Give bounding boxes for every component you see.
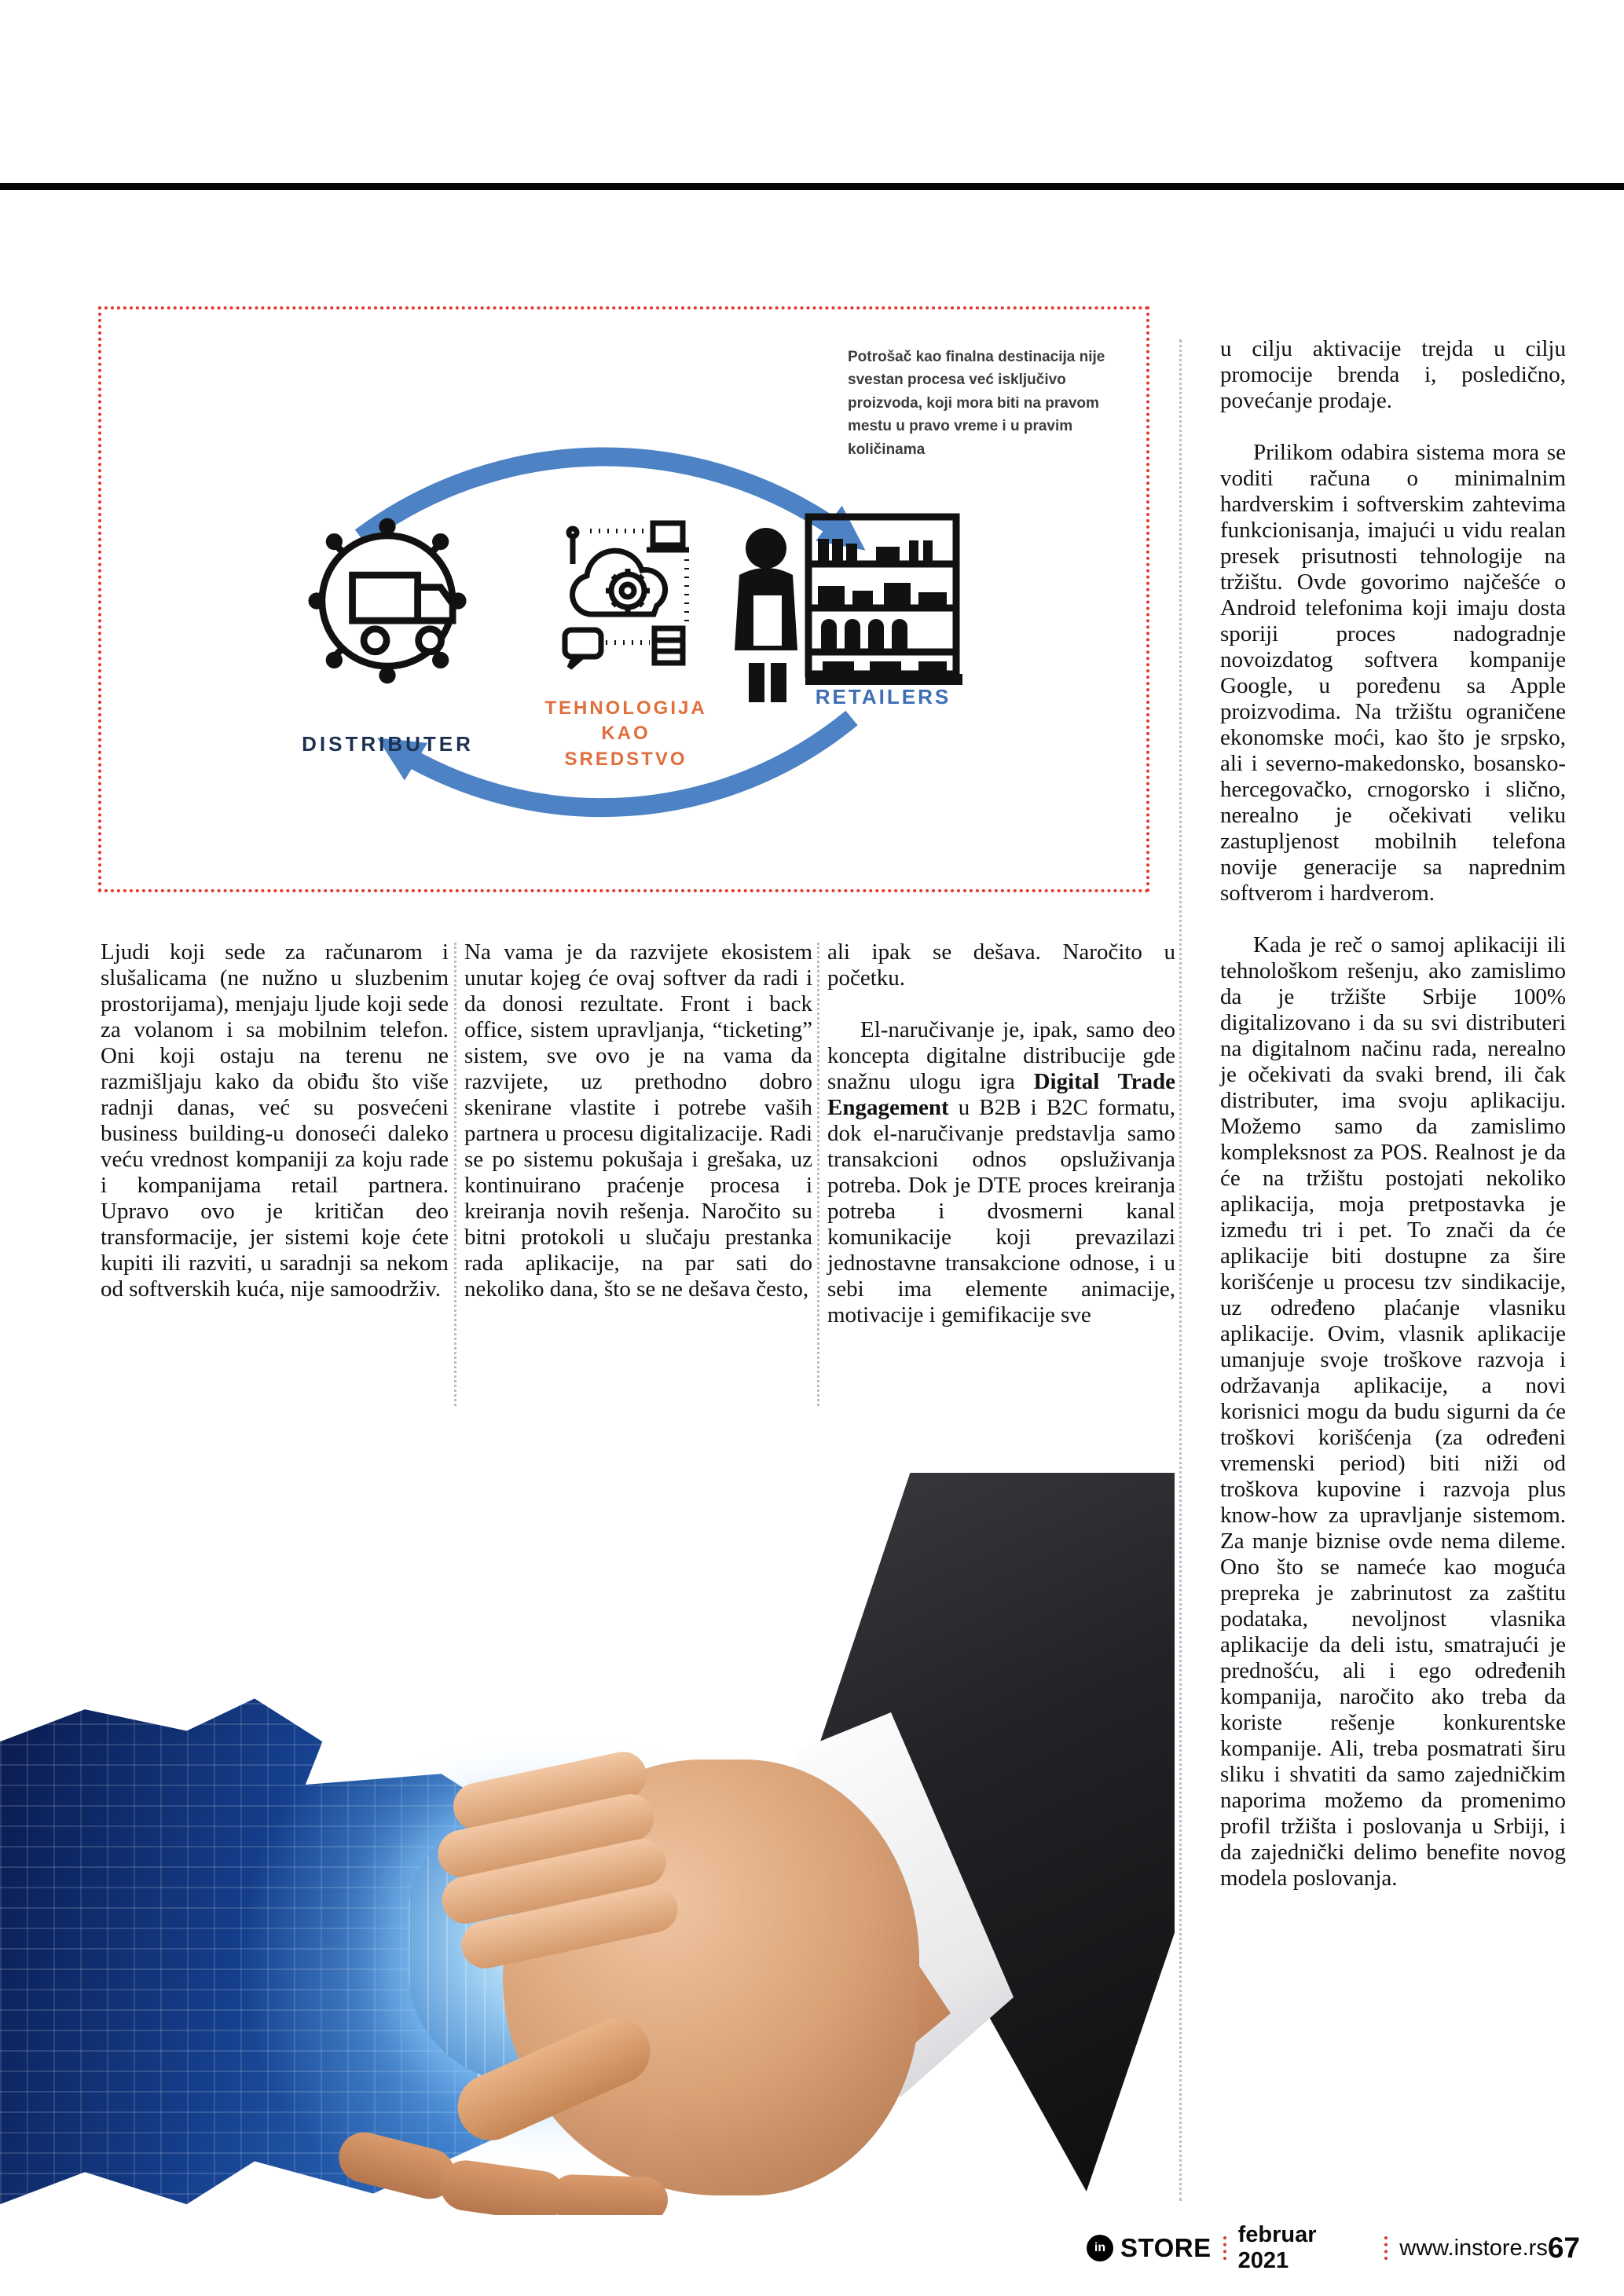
footer-divider <box>1384 2236 1388 2260</box>
article-column-3 <box>827 939 1175 1328</box>
paragraph: Prilikom odabira sistema mora se voditi računa o minimalnim hardverskim i softverskim zahtevima funkcionisanja, imajući u vidu realan presek prisutnosti tehnologije na tržištu. Ovde govorimo najčešće o Android telefonima koji imaju dosta sporiji proces nadogradnje novoizdatog softvera kompanije Google, u poređenu sa Apple proizvodima. Na tržištu ograničene ekonomske moći, kao što je srpsko, ali i severno-makedonsko, bosansko-hercegovačko, crnogorsko i slično, nerealno je očekivati veliku zastupljenost mobilnih telefona novije generacije sa naprednim softverom i hardverom. <box>1220 440 1566 906</box>
column-divider <box>454 943 456 1406</box>
technology-label <box>530 696 722 772</box>
instore-logo-icon: in <box>1087 2235 1113 2261</box>
retailers-label: RETAILERS <box>815 685 951 709</box>
paragraph: Kada je reč o samoj aplikaciji ili tehnološkom rešenju, ako zamislimo da je tržište Srbije 100% digitalizovano i da su svi distributeri na digitalnom načinu rada, nerealno je očekivati da svaki brend, ili čak distributer, ima svoju aplikaciju. Možemo samo da zamislimo kompleksnost za POS. Realnost je da će na tržištu postojati nekoliko aplikacija, moja pretpostavka je između tri i pet. To znači da će aplikacije biti dostupne za šire korišćenje u procesu tzv sindikacije, uz određeno plaćanje vlasniku aplikacije. Ovim, vlasnik aplikacije umanjuje svoje troškove razvoja i održavanja aplikacije, a novi korisnici mogu da budu sigurni da će troškovi korišćenja (za određeni vremenski period) biti niži od troškova kupovine i razvoja plus know-how za upravljanje sistemom. Za manje biznise ovde nema dileme. Ono što se nameće kao moguća prepreka je zabrinutost za zaštitu podataka, nevoljnost vlasnika aplikacije da deli istu, smatrajući je prednošću, ali i ego određenih kompanija, naročito ako treba da koriste rešenje konkurentske kompanije. Ali, treba posmatrati širu sliku i shvatiti da samo zajedničkim naporima možemo da promenimo profil tržišta i poslovanja u Srbiji, i da zajednički delimo benefite novog modela poslovanja. <box>1220 932 1566 1891</box>
paragraph: ali ipak se dešava. Naročito u početku. <box>827 939 1175 991</box>
page-number: 67 <box>1547 2232 1580 2264</box>
article-column-1 <box>101 939 449 1302</box>
top-rule-divider <box>0 183 1624 190</box>
paragraph-text: El-naručivanje je, ipak, samo deo koncepta digitalne distribucije gde snažnu ulogu igra <box>827 1017 1175 1094</box>
instore-logo-text: STORE <box>1120 2233 1212 2262</box>
column-divider <box>817 943 819 1406</box>
paragraph <box>827 1017 1175 1328</box>
highlighted-term: Digital Trade Engagement <box>827 1069 1176 1120</box>
column-divider <box>1179 339 1182 2201</box>
paragraph-text: u B2B i B2C formatu, dok el-naručivanje predstavlja samo transakcioni odnos opsluživanja potreba. Dok je DTE proces kreiranja potreba i dvosmerni kanal komunikacije koji prevazilazi jednostavne transakcione odnose, i u sebi ima elemente animacije, motivacije i gemifikacije sve <box>827 1095 1175 1327</box>
human-finger <box>549 2173 669 2215</box>
distribution-network-truck-icon <box>296 501 478 701</box>
article-column-2 <box>464 939 812 1302</box>
paragraph: Na vama je da razvijete ekosistem unutar kojeg će ovaj softver da radi i da donosi rezultate. Front i back office, sistem upravljanja, “ticketing” sistem, sve ovo je na vama da razvijete, uz prethodno dobro skenirane vlastite i potrebe vaših partnera u procesu digitalizacije. Radi se po sistemu pokušaja i grešaka, uz kontinuirano praćenje procesa i kreiranja novih rešenja. Naročito su bitni protokoli u slučaju prestanka rada aplikacije, na par sati do nekoliko dana, što se ne dešava često, <box>464 939 812 1302</box>
page-footer <box>1087 2222 1580 2273</box>
paragraph: Ljudi koji sede za računarom i slušalicama (ne nužno u sluzbenim prostorijama), menjaju ljude koji sede za volanom i sa mobilnim telefon. Oni koji ostaju na terenu ne razmišljaju kako da obiđu što više radnji danas, već su posvećeni business building-u donoseći daleko veću vrednost kompaniji za koju rade i kompanijama retail partnera. Upravo ovo je kritičan deo transformacije, jer sistemi koje ćete kupiti ili razviti, u saradnji sa nekom od softverskih kuća, nije samoodrživ. <box>101 939 449 1302</box>
footer-divider <box>1223 2236 1226 2260</box>
issue-date: februar 2021 <box>1237 2222 1317 2273</box>
paragraph: u cilju aktivacije trejda u cilju promocije brenda i, posledično, povećanje prodaje. <box>1220 336 1566 413</box>
shopkeeper-shelf-icon <box>730 507 966 709</box>
consumer-annotation: Potrošač kao finalna destinacija nije svestan procesa već isključivo proizvoda, koji mora biti na pravom mestu u pravo vreme i u pravim količinama <box>848 349 1105 458</box>
distributer-label: DISTRIBUTER <box>302 732 474 756</box>
technology-label-line: KAO <box>601 723 651 745</box>
website-link[interactable]: www.instore.rs <box>1399 2235 1548 2261</box>
article-column-4 <box>1220 336 1566 1891</box>
technology-label-line: SREDSTVO <box>564 748 687 770</box>
handshake-photo <box>0 1449 1175 2215</box>
human-finger <box>437 2157 568 2215</box>
technology-label-line: TEHNOLOGIJA <box>544 698 707 719</box>
cloud-computing-gear-icon <box>559 512 692 676</box>
distribution-cycle-diagram <box>98 306 1149 892</box>
